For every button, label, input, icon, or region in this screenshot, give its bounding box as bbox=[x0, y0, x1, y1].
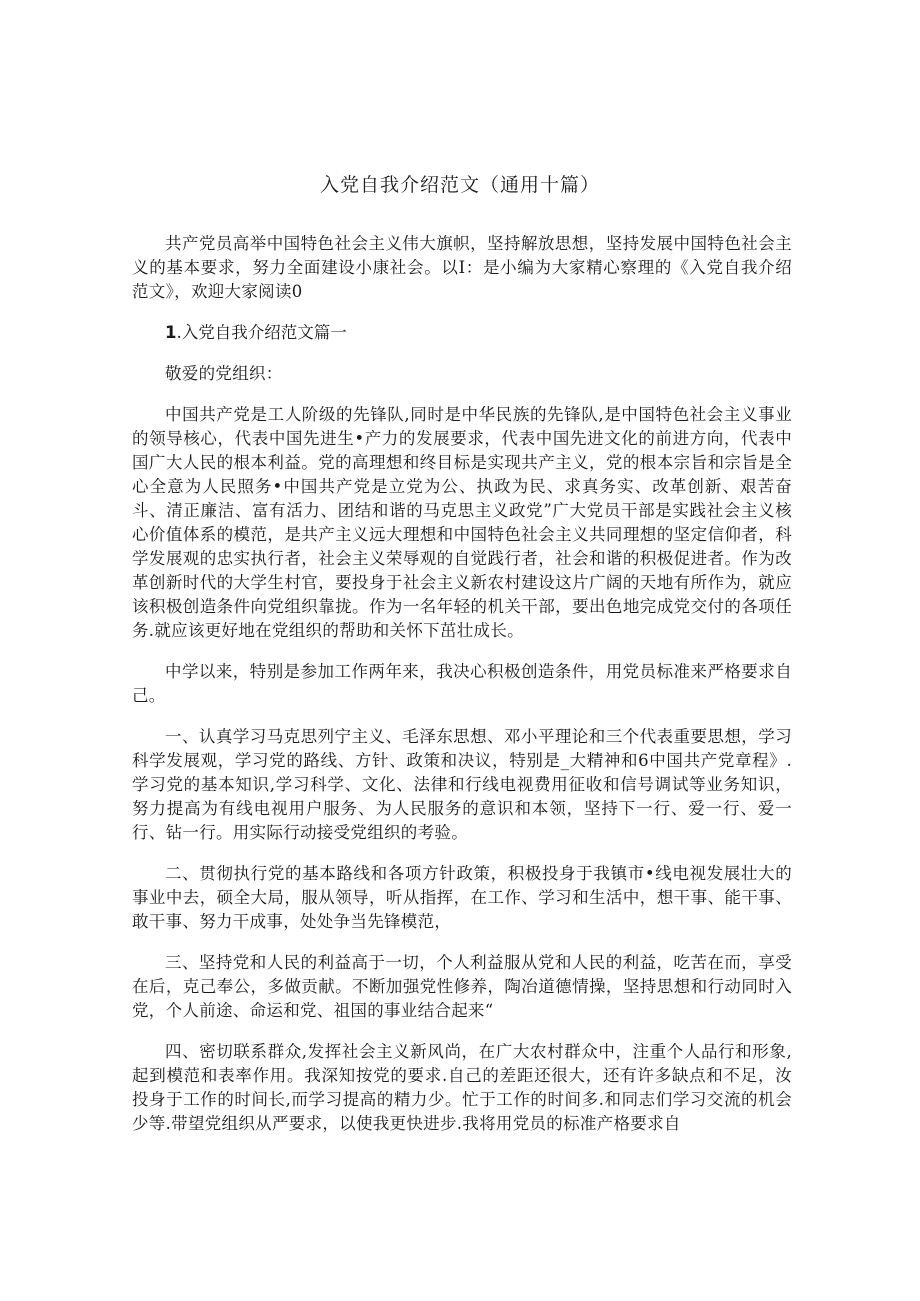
body-paragraph: 四、密切联系群众,发挥社会主义新风尚，在广大农村群众中，注重个人品行和形象,起到模范和表率作用。我深知按党的要求.自己的差距还很大，还有许多缺点和不足，汝投身于工作的时间长,而学习提高的精力少。忙于工作的时间多.和同志们学习交流的机会少等.带望党组织从严要求，以使我更快进步.我将用党员的标准产格要求自 bbox=[132, 1042, 792, 1133]
body-paragraph: 中学以来，特别是参加工作两年来，我决心积极创造条件，用党员标准来严格要求自己。 bbox=[132, 662, 792, 705]
document-title: 入党自我介绍范文（通用十篇） bbox=[319, 174, 600, 196]
section-title: .入党自我介绍范文篇一 bbox=[176, 323, 347, 342]
body-paragraph: 二、贯彻执行党的基本路线和各项方针政策，积极投身于我镇市•线电视发展壮大的事业中去，硕全大局，服从领导，听从指挥，在工作、学习和生活中，想干事、能干事、敢干事、努力干成事，处处争当先锋模范， bbox=[132, 864, 792, 931]
body-paragraph: 一、认真学习马克思列宁主义、毛泽东思想、邓小平理论和三个代表重要思想，学习科学发展观，学习党的路线、方针、政策和决议，特别是_大精神和6中国共产党章程》.学习党的基本知识,学习科学、文化、法律和行线电视费用征收和信号调试等业务知识，努力提高为有线电视用户服务、为人民服务的意识和本领，坚持下一行、爱一行、爱一行、钻一行。用实际行动接受党组织的考验。 bbox=[132, 727, 792, 842]
section-number: 1 bbox=[165, 323, 177, 342]
section-heading bbox=[132, 321, 792, 345]
intro-paragraph: 共产党员高举中国特色社会主义伟大旗帜，坚持解放思想，坚持发展中国特色社会主义的基本要求，努力全面建设小康社会。以I：是小编为大家精心察理的《入党自我介绍范文》，欢迎大家阅读0 bbox=[132, 234, 792, 301]
body-paragraph: 三、坚持党和人民的利益高于一切，个人利益服从党和人民的利益，吃苦在而，享受在后，克己奉公，多做贡献。不断加强党性修养，陶冶道德情操，坚持思想和行动同时入党，个人前途、命运和党、祖国的事业结合起来“ bbox=[132, 953, 792, 1020]
body-paragraph: 中国共产党是工人阶级的先锋队,同时是中华民族的先锋队,是中国特色社会主义事业的领导核心，代表中国先进生•产力的发展要求，代表中国先进文化的前进方向，代表中国广大人民的根本利益。党的高理想和终目标是实现共产主义，党的根本宗旨和宗旨是全心全意为人民照务•中国共产党是立党为公、执政为民、求真务实、改革创新、艰苦奋斗、清正廉洁、富有活力、团结和谐的马克思主义政党”广大党员干部是实践社会主义核心价值体系的模范，是共产主义远大理想和中国特色社会主义共同理想的坚定信仰者，科学发展观的忠实执行者，社会主义荣辱观的自觉践行者，社会和谐的积极促进者。作为改革创新时代的大学生村官，要投身于社会主义新农村建设这片广阔的天地有所作为，就应该积极创造条件向党组织靠拢。作为一名年轻的机关干部，要出色地完成党交付的各项任务.就应该更好地在党组织的帮助和关怀下茁壮成长。 bbox=[132, 405, 792, 640]
document-body bbox=[132, 232, 792, 1153]
greeting: 敬爱的党组织： bbox=[165, 364, 283, 383]
